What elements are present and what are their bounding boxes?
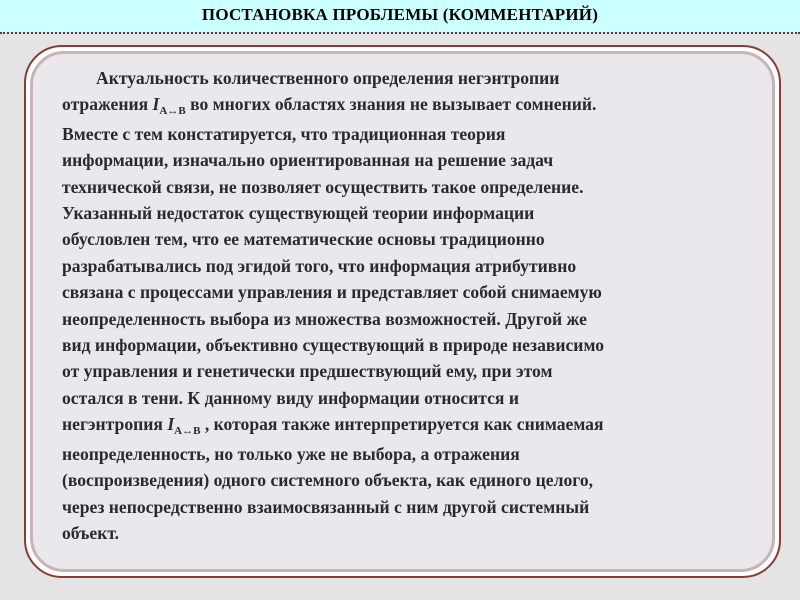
symbol-subscript: A↔B (174, 425, 201, 438)
text-line: остался в тени. К данному виду информации относится и (62, 387, 519, 408)
text-line: неопределенность выбора из множества возможностей. Другой же (62, 308, 587, 329)
symbol-variable: I (152, 94, 160, 115)
text-line: Указанный недостаток существующей теории информации (62, 203, 535, 224)
text-line (62, 411, 752, 440)
title-divider (0, 32, 800, 34)
text-line: Вместе с тем констатируется, что традиционная теория (62, 123, 506, 144)
text-fragment: во многих областях знания не вызывает сомнений. (185, 94, 597, 115)
text-fragment: , которая также интерпретируется как снимаемая (200, 414, 604, 435)
symbol-variable: I (167, 414, 175, 435)
text-line (62, 91, 752, 120)
text-line: неопределенность, но только уже не выбора, а отражения (62, 443, 520, 464)
text-line: технической связи, не позволяет осуществить такое определение. (62, 176, 584, 197)
text-line: (воспроизведения) одного системного объекта, как единого целого, (62, 470, 594, 491)
title-bar (0, 0, 800, 32)
text-line: от управления и генетически предшествующий ему, при этом (62, 361, 553, 382)
text-line: связана с процессами управления и представляет собой снимаемую (62, 282, 602, 303)
text-line: Актуальность количественного определения негэнтропии (96, 68, 560, 88)
text-fragment: отражения (62, 94, 153, 115)
text-line: обусловлен тем, что ее математические основы традиционно (62, 229, 545, 250)
text-line: через непосредственно взаимосвязанный с ним другой системный (62, 496, 590, 517)
text-line: вид информации, объективно существующий в природе независимо (62, 335, 604, 356)
body-paragraph (62, 65, 752, 546)
text-line: объект. (62, 522, 120, 543)
slide-title: ПОСТАНОВКА ПРОБЛЕМЫ (КОММЕНТАРИЙ) (201, 5, 599, 24)
symbol-subscript: A↔B (159, 105, 186, 118)
text-line: информации, изначально ориентированная на решение задач (62, 150, 554, 171)
text-line: разрабатывались под эгидой того, что информация атрибутивно (62, 255, 577, 276)
text-fragment: негэнтропия (62, 414, 168, 435)
